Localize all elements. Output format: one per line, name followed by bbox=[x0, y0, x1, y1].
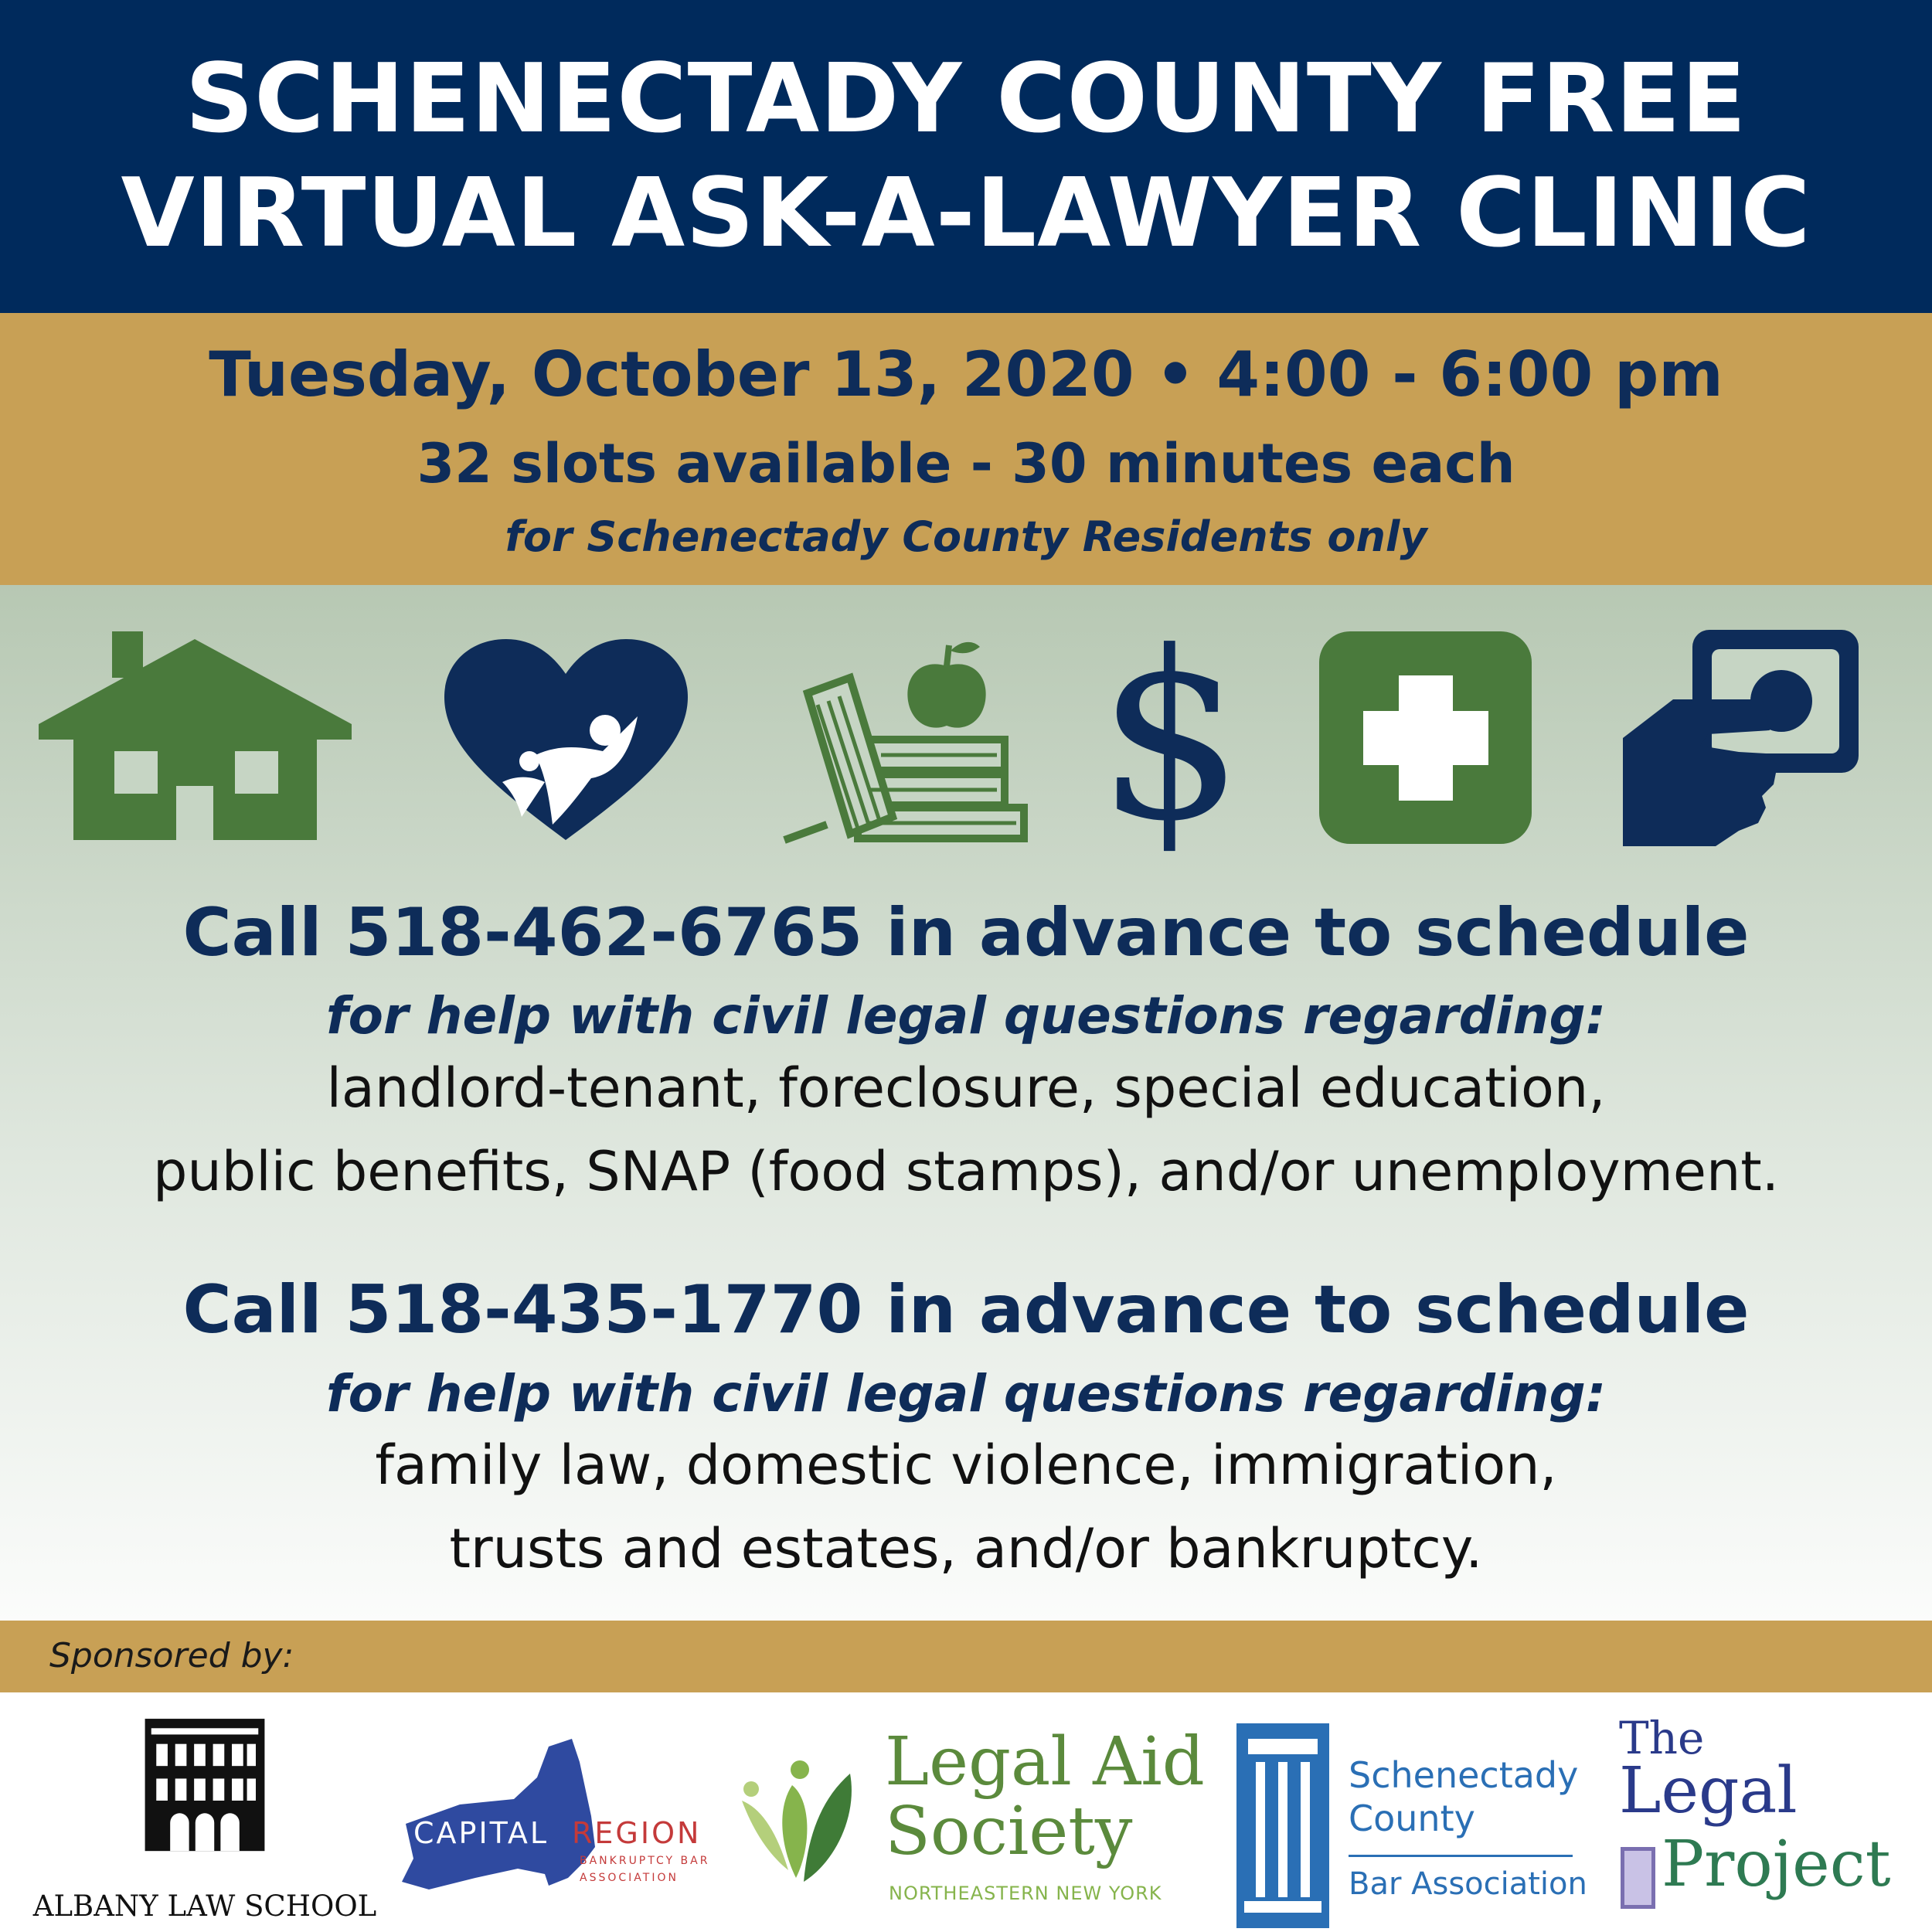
door-icon bbox=[1621, 1847, 1655, 1909]
topics-2-line-2: trusts and estates, and/or bankruptcy. bbox=[449, 1517, 1483, 1580]
subhead-2: for help with civil legal questions regarding: bbox=[325, 1364, 1607, 1423]
albany-law-school-text: ALBANY LAW SCHOOL bbox=[32, 1889, 377, 1923]
legal-project-line-1: The bbox=[1619, 1712, 1705, 1764]
legal-project-line-3: Project bbox=[1662, 1828, 1891, 1901]
topics-1-line-1: landlord-tenant, foreclosure, special education, bbox=[326, 1056, 1606, 1120]
schenectady-bar-logo bbox=[1236, 1723, 1587, 1928]
call-line-2: Call 518-435-1770 in advance to schedule bbox=[182, 1271, 1750, 1349]
header-banner bbox=[0, 0, 1932, 313]
event-eligibility: for Schenectady County Residents only bbox=[505, 512, 1427, 561]
main-content bbox=[0, 585, 1932, 1621]
svg-text:$: $ bbox=[1097, 602, 1245, 872]
topics-2-line-1: family law, domestic violence, immigration, bbox=[375, 1434, 1557, 1497]
event-slots: 32 slots available - 30 minutes each bbox=[417, 432, 1515, 495]
sponsored-by-label: Sponsored by: bbox=[49, 1636, 294, 1675]
bankruptcy-bar-text: BANKRUPTCY BAR bbox=[580, 1855, 710, 1867]
capital-word: CAPITAL bbox=[413, 1816, 549, 1850]
schenectady-divider bbox=[1349, 1855, 1573, 1857]
event-details-band bbox=[0, 313, 1932, 585]
medical-cross-icon bbox=[1319, 631, 1532, 844]
schenectady-line-2: County bbox=[1349, 1798, 1475, 1839]
event-date-time: Tuesday, October 13, 2020 • 4:00 - 6:00 pm bbox=[209, 338, 1723, 410]
books-apple-icon bbox=[781, 631, 1028, 844]
sponsor-logos bbox=[0, 1692, 1932, 1932]
subhead-1: for help with civil legal questions regarding: bbox=[325, 986, 1607, 1046]
schenectady-line-1: Schenectady bbox=[1349, 1754, 1579, 1796]
call-line-1: Call 518-462-6765 in advance to schedule bbox=[182, 894, 1750, 971]
legal-project-logo bbox=[1611, 1712, 1928, 1928]
topics-1-line-2: public benefits, SNAP (food stamps), and/or unemployment. bbox=[152, 1140, 1780, 1203]
association-text: ASSOCIATION bbox=[580, 1872, 679, 1884]
legal-project-line-2: Legal bbox=[1619, 1754, 1798, 1828]
legal-aid-sub: NORTHEASTERN NEW YORK bbox=[889, 1883, 1162, 1904]
albany-law-school-logo bbox=[23, 1716, 386, 1924]
sponsor-band bbox=[0, 1621, 1932, 1692]
house-icon bbox=[39, 631, 352, 840]
dollar-icon bbox=[1097, 602, 1245, 872]
legal-aid-society-logo bbox=[734, 1723, 1206, 1924]
schenectady-line-3: Bar Association bbox=[1349, 1866, 1587, 1902]
hand-money-icon bbox=[1623, 630, 1859, 846]
region-word: REGION bbox=[572, 1816, 702, 1850]
capital-region-logo bbox=[383, 1731, 715, 1909]
title-line-2: VIRTUAL ASK-A-LAWYER CLINIC bbox=[121, 158, 1811, 269]
legal-aid-line-1: Legal Aid bbox=[885, 1723, 1205, 1801]
title-line-1: SCHENECTADY COUNTY FREE bbox=[185, 43, 1747, 155]
bar-column-icon bbox=[1236, 1723, 1329, 1928]
legal-aid-line-2: Society bbox=[885, 1793, 1133, 1870]
family-heart-icon bbox=[444, 639, 688, 840]
